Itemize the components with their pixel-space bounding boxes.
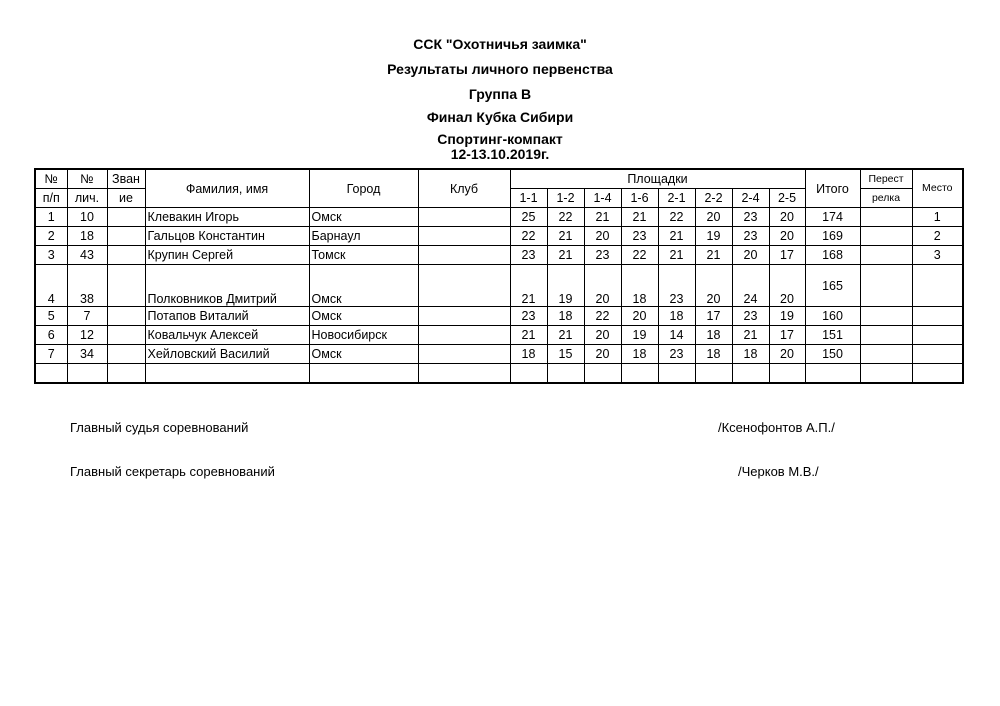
judge-label: Главный судья соревнований: [70, 420, 249, 435]
score-cell: 18: [695, 345, 732, 364]
rank-cell: [107, 265, 145, 307]
header-row-top: [35, 169, 963, 189]
athlete-name-cell: Полковников Дмитрий: [145, 265, 309, 307]
club-cell: [418, 208, 510, 227]
athlete-name-cell: Гальцов Константин: [145, 227, 309, 246]
shootoff-cell: [860, 246, 912, 265]
score-cell: 20: [769, 208, 805, 227]
group-title: Группа В: [468, 86, 532, 102]
col-shootoff-header: Перест: [860, 169, 912, 189]
empty-cell: [145, 364, 309, 384]
place-cell: 1: [912, 208, 963, 227]
city-cell: Барнаул: [309, 227, 418, 246]
score-cell: 18: [732, 345, 769, 364]
place-cell: 2: [912, 227, 963, 246]
col-areas-header: Площадки: [510, 169, 805, 189]
score-cell: 21: [621, 208, 658, 227]
license-number-cell: 12: [67, 326, 107, 345]
empty-cell: [769, 364, 805, 384]
club-cell: [418, 246, 510, 265]
area-header: 2-4: [732, 189, 769, 208]
score-cell: 23: [732, 227, 769, 246]
license-number-cell: 10: [67, 208, 107, 227]
score-cell: 23: [510, 246, 547, 265]
rank-cell: [107, 345, 145, 364]
table-row: [35, 307, 963, 326]
score-cell: 21: [547, 246, 584, 265]
area-header: 2-1: [658, 189, 695, 208]
shootoff-cell: [860, 326, 912, 345]
city-cell: Омск: [309, 208, 418, 227]
results-table: [34, 168, 964, 384]
area-header: 1-1: [510, 189, 547, 208]
table-row: [35, 227, 963, 246]
score-cell: 18: [658, 307, 695, 326]
col-rank-header-2: ие: [107, 189, 145, 208]
license-number-cell: 38: [67, 265, 107, 307]
score-cell: 20: [769, 227, 805, 246]
score-cell: 20: [584, 265, 621, 307]
city-cell: Омск: [309, 307, 418, 326]
score-cell: 19: [621, 326, 658, 345]
total-cell: 168: [805, 246, 860, 265]
secretary-label: Главный секретарь соревнований: [70, 464, 275, 479]
score-cell: 25: [510, 208, 547, 227]
secretary-name: /Черков М.В./: [738, 464, 819, 479]
row-number-cell: 2: [35, 227, 67, 246]
license-number-cell: 7: [67, 307, 107, 326]
license-number-cell: 43: [67, 246, 107, 265]
col-num-header: №: [35, 169, 67, 189]
score-cell: 18: [621, 345, 658, 364]
score-cell: 23: [658, 265, 695, 307]
shootoff-cell: [860, 345, 912, 364]
score-cell: 21: [510, 326, 547, 345]
col-club-header: Клуб: [418, 169, 510, 208]
athlete-name-cell: Потапов Виталий: [145, 307, 309, 326]
athlete-name-cell: Хейловский Василий: [145, 345, 309, 364]
score-cell: 24: [732, 265, 769, 307]
table-row: [35, 208, 963, 227]
empty-cell: [584, 364, 621, 384]
score-cell: 17: [695, 307, 732, 326]
score-cell: 18: [695, 326, 732, 345]
score-cell: 20: [695, 208, 732, 227]
discipline-title: Спортинг-компакт: [437, 131, 563, 147]
col-name-header: Фамилия, имя: [145, 169, 309, 208]
place-cell: 3: [912, 246, 963, 265]
empty-cell: [547, 364, 584, 384]
club-cell: [418, 345, 510, 364]
col-lic-header: №: [67, 169, 107, 189]
total-cell: 165: [805, 265, 860, 307]
score-cell: 21: [732, 326, 769, 345]
score-cell: 23: [510, 307, 547, 326]
empty-cell: [695, 364, 732, 384]
area-header: 1-4: [584, 189, 621, 208]
col-shootoff-header-2: релка: [860, 189, 912, 208]
place-cell: [912, 265, 963, 307]
row-number-cell: 6: [35, 326, 67, 345]
score-cell: 19: [769, 307, 805, 326]
score-cell: 21: [658, 246, 695, 265]
score-cell: 20: [769, 265, 805, 307]
empty-cell: [912, 364, 963, 384]
score-cell: 22: [547, 208, 584, 227]
place-cell: [912, 345, 963, 364]
score-cell: 14: [658, 326, 695, 345]
area-header: 2-2: [695, 189, 732, 208]
empty-cell: [309, 364, 418, 384]
club-cell: [418, 326, 510, 345]
rank-cell: [107, 326, 145, 345]
club-cell: [418, 265, 510, 307]
score-cell: 23: [658, 345, 695, 364]
score-cell: 21: [510, 265, 547, 307]
total-cell: 169: [805, 227, 860, 246]
competition-title: Финал Кубка Сибири: [426, 109, 574, 125]
license-number-cell: 18: [67, 227, 107, 246]
score-cell: 23: [732, 307, 769, 326]
score-cell: 20: [695, 265, 732, 307]
shootoff-cell: [860, 227, 912, 246]
row-number-cell: 1: [35, 208, 67, 227]
score-cell: 22: [621, 246, 658, 265]
rank-cell: [107, 208, 145, 227]
col-city-header: Город: [309, 169, 418, 208]
total-cell: 151: [805, 326, 860, 345]
table-row: [35, 326, 963, 345]
score-cell: 21: [584, 208, 621, 227]
empty-cell: [418, 364, 510, 384]
col-num-header-2: п/п: [35, 189, 67, 208]
score-cell: 20: [769, 345, 805, 364]
row-number-cell: 5: [35, 307, 67, 326]
score-cell: 22: [510, 227, 547, 246]
score-cell: 21: [547, 326, 584, 345]
empty-cell: [658, 364, 695, 384]
area-header: 2-5: [769, 189, 805, 208]
score-cell: 20: [732, 246, 769, 265]
table-row: [35, 345, 963, 364]
score-cell: 20: [584, 326, 621, 345]
empty-cell: [35, 364, 67, 384]
score-cell: 18: [510, 345, 547, 364]
club-cell: [418, 227, 510, 246]
empty-cell: [732, 364, 769, 384]
col-place-header: Место: [912, 169, 963, 208]
area-header: 1-6: [621, 189, 658, 208]
col-lic-header-2: лич.: [67, 189, 107, 208]
total-cell: 150: [805, 345, 860, 364]
date-title: 12-13.10.2019г.: [450, 146, 550, 162]
score-cell: 22: [584, 307, 621, 326]
empty-cell: [621, 364, 658, 384]
athlete-name-cell: Ковальчук Алексей: [145, 326, 309, 345]
score-cell: 15: [547, 345, 584, 364]
area-header: 1-2: [547, 189, 584, 208]
license-number-cell: 34: [67, 345, 107, 364]
score-cell: 19: [695, 227, 732, 246]
athlete-name-cell: Клевакин Игорь: [145, 208, 309, 227]
row-number-cell: 3: [35, 246, 67, 265]
empty-cell: [67, 364, 107, 384]
score-cell: 21: [547, 227, 584, 246]
judge-name: /Ксенофонтов А.П./: [718, 420, 835, 435]
score-cell: 23: [621, 227, 658, 246]
results-title: Результаты личного первенства: [387, 61, 613, 77]
col-rank-header: Зван: [107, 169, 145, 189]
score-cell: 20: [621, 307, 658, 326]
score-cell: 18: [621, 265, 658, 307]
empty-row: [35, 364, 963, 384]
score-cell: 17: [769, 246, 805, 265]
score-cell: 19: [547, 265, 584, 307]
athlete-name-cell: Крупин Сергей: [145, 246, 309, 265]
place-cell: [912, 307, 963, 326]
empty-cell: [107, 364, 145, 384]
empty-cell: [510, 364, 547, 384]
score-cell: 21: [658, 227, 695, 246]
shootoff-cell: [860, 307, 912, 326]
place-cell: [912, 326, 963, 345]
score-cell: 22: [658, 208, 695, 227]
total-cell: 160: [805, 307, 860, 326]
score-cell: 17: [769, 326, 805, 345]
shootoff-cell: [860, 208, 912, 227]
total-cell: 174: [805, 208, 860, 227]
city-cell: Новосибирск: [309, 326, 418, 345]
score-cell: 20: [584, 227, 621, 246]
row-number-cell: 4: [35, 265, 67, 307]
shootoff-cell: [860, 265, 912, 307]
rank-cell: [107, 246, 145, 265]
rank-cell: [107, 227, 145, 246]
table-row: [35, 265, 963, 307]
col-total-header: Итого: [805, 169, 860, 208]
score-cell: 23: [732, 208, 769, 227]
city-cell: Омск: [309, 345, 418, 364]
row-number-cell: 7: [35, 345, 67, 364]
score-cell: 23: [584, 246, 621, 265]
club-cell: [418, 307, 510, 326]
city-cell: Томск: [309, 246, 418, 265]
score-cell: 18: [547, 307, 584, 326]
rank-cell: [107, 307, 145, 326]
score-cell: 20: [584, 345, 621, 364]
score-cell: 21: [695, 246, 732, 265]
table-row: [35, 246, 963, 265]
empty-cell: [805, 364, 860, 384]
city-cell: Омск: [309, 265, 418, 307]
empty-cell: [860, 364, 912, 384]
org-title: ССК "Охотничья заимка": [413, 36, 587, 52]
